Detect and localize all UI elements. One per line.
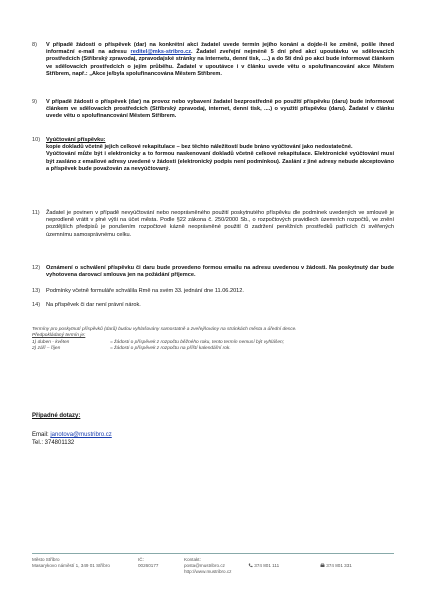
- condition-item-11: [32, 210, 394, 239]
- footer-phone: [248, 563, 279, 569]
- item-heading: Vyúčtování příspěvku:: [46, 137, 106, 143]
- item-number: 12): [32, 265, 41, 271]
- footer-contact: [184, 557, 231, 575]
- condition-item-9: [32, 99, 394, 121]
- footer-org: [32, 557, 110, 569]
- item-number: 13): [32, 288, 41, 294]
- condition-item-8: [32, 42, 394, 78]
- footer-org-name: Město Stříbro: [32, 557, 60, 562]
- item-text: kopie dokladů včetně jejich celkové rekapitulace – bez těchto náležitostí bude bráno vyúčtování jako nedostatečné. Vyúčtování může být i elektronicky a to formou naskenovaní dokladů včetně celkové rekapitulace. Elektronické vyúčtování musí být zasláno z emailové adresy uvedené v žádosti (elektronický podpis není podmínkou). Zaslání z jiné adresy nebude akceptováno a příspěvek bude považován za nevyúčtovaný.: [46, 144, 394, 172]
- footer-fax: [320, 563, 352, 569]
- footer-org-address: Masarykovo náměstí 1, 349 01 Stříbro: [32, 563, 110, 568]
- item-number: 10): [32, 137, 41, 143]
- footer-divider: [32, 553, 394, 554]
- fax-icon: [320, 563, 325, 568]
- item-text: Žadatel je povinen v případě nevyúčtování nebo neoprávněného použití poskytnutého příspěvku dle podmínek uvedených ve smlouvě je neprodleně vrátit v plné výši na účet města. Podle §22 zákona č. 250/2000 Sb., o rozpočtových pravidlech územních rozpočtů, ve znění pozdějších předpisů je porušením rozpočtové kázně neoprávněné použití či zadržení peněžních prostředků patřících či svěřených územnímu samosprávnému celku.: [46, 210, 394, 238]
- email-link[interactable]: reditel@mks-stribro.cz: [130, 49, 192, 56]
- contact-email-link[interactable]: janotova@mustribro.cz: [50, 432, 112, 438]
- condition-item-12: [32, 265, 394, 279]
- item-number: 8): [32, 42, 37, 48]
- footer-ic-label: IČ:: [138, 557, 144, 562]
- condition-item-10: [32, 137, 394, 173]
- footer-contact-label: Kontakt:: [184, 557, 201, 562]
- schedule-row-2: [32, 346, 394, 352]
- item-number: 9): [32, 99, 37, 105]
- contact-phone-line: Tel.: 374801132: [32, 440, 75, 446]
- condition-item-14: [32, 302, 394, 309]
- item-block: [46, 137, 394, 173]
- email-label: Email:: [32, 432, 51, 438]
- item-text: Oznámení o schválení příspěvku či daru bude provedeno formou emailu na adresu uvedenou v žádosti. Na poskytnutý dar bude vyhotovena darovací smlouva jen na požádání příjemce.: [46, 265, 394, 279]
- item-text-part-a: V případě žádosti o příspěvek (dar) na konkrétní akci žadatel uvede termín jejího konání a dojde-li ke změně, pošle ihned informační e-mail na adresu: [46, 42, 394, 56]
- terms-note: Termíny pro poskytnutí příspěvků (darů) budou vyhlašovány samostatně a zveřejňovány na stránkách města a úřední desce.: [32, 327, 297, 332]
- contact-email-line: [32, 432, 112, 440]
- footer-fax-number: 374 801 331: [326, 563, 352, 568]
- schedule-period: 1) duben - květen: [32, 340, 70, 345]
- condition-item-13: [32, 288, 394, 295]
- questions-heading: Případné dotazy:: [32, 413, 81, 419]
- schedule-desc: = žádosti o příspěvek z rozpočtu běžného roku, tento termín nemusí být vyhlášen;: [110, 340, 284, 345]
- footer-ic-value: 00260177: [138, 563, 159, 568]
- item-text: Na příspěvek či dar není právní nárok.: [46, 302, 141, 308]
- item-number: 11): [32, 210, 40, 216]
- phone-icon: [248, 563, 253, 568]
- item-text: Podmínky včetně formuláře schválila Rmě na svém 33. jednání dne 11.06.2012.: [46, 288, 244, 294]
- item-text: [46, 42, 394, 78]
- item-number: 14): [32, 302, 41, 308]
- schedule-desc: = žádosti o příspěvek z rozpočtu na příští kalendářní rok.: [110, 346, 231, 351]
- footer-ic: [138, 557, 158, 569]
- item-text: V případě žádosti o příspěvek (dar) na provoz nebo vybavení žadatel bezprostředně po použití příspěvku (daru) bude informovat článkem ve sdělovacích prostředcích (Stříbrský zpravodaj, internet, denní tisk, ....) o využití příspěvku (daru). Žadatel v článku uvede větu o spolufinancování Městem Stříbrem.: [46, 99, 394, 120]
- footer-phone-number: 374 801 111: [254, 563, 280, 568]
- footer-contact-email[interactable]: posta@mustribro.cz: [184, 563, 225, 568]
- item-text-part-b: . Žadatel zveřejní nejméně 5 dní před akcí upoutávku ve sdělovacích prostředcích (Stříbrský zpravodaj, zpravodajské stránky na internetu, denní tisk, ....) a do 5ti dnů po akci bude informovat článkem ve sdělovacích prostředcích o jejím průběhu. Žadatel v upoutávce i v článku uvede větu o spolufinancování akce Městem Stříbrem, např.: „Akce je/byla spolufinancována Městem Stříbrem.: [46, 49, 394, 77]
- footer-contact-web[interactable]: http://www.mustribro.cz: [184, 569, 232, 574]
- schedule-period: 2) září – říjen: [32, 346, 61, 351]
- schedule-title: Předpokládaný termín je:: [32, 333, 86, 338]
